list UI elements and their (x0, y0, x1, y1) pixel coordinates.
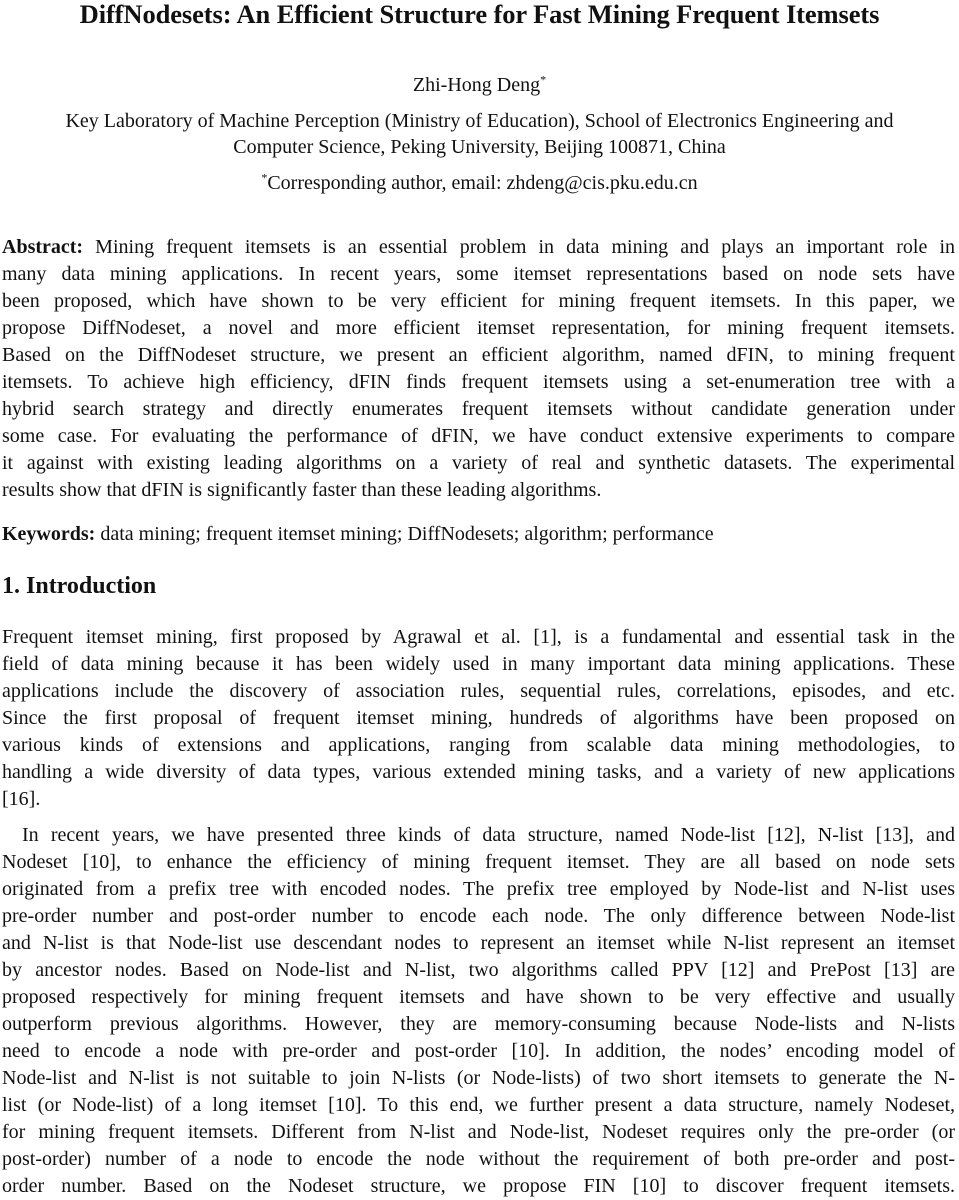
paragraph-line: by ancestor nodes. Based on Node-list and N-list, two algorithms called PPV [12] and PrePost [13] are (2, 959, 955, 981)
abstract-line: hybrid search strategy and directly enumerates frequent itemsets without candidate generation under (2, 398, 955, 420)
abstract (2, 234, 955, 504)
paragraph-line: order number. Based on the Nodeset structure, we propose FIN [10] to discover frequent itemsets. (2, 1175, 955, 1197)
corresponding-author-text: Corresponding author, email: zhdeng@cis.pku.edu.cn (267, 172, 698, 194)
intro-paragraph-1 (2, 624, 955, 813)
abstract-line: it against with existing leading algorithms on a variety of real and synthetic datasets. The experimental (2, 452, 955, 474)
paragraph-line: field of data mining because it has been widely used in many important data mining applications. These (2, 653, 955, 675)
abstract-line: Based on the DiffNodeset structure, we present an efficient algorithm, named dFIN, to mining frequent (2, 344, 955, 366)
paragraph-line: Nodeset [10], to enhance the efficiency of mining frequent itemset. They are all based on node sets (2, 851, 955, 873)
section-heading-introduction: 1. Introduction (2, 573, 157, 599)
paragraph-line: Node-list and N-list is not suitable to join N-lists (or Node-lists) of two short itemsets to generate the N- (2, 1067, 955, 1089)
paragraph-line: In recent years, we have presented three kinds of data structure, named Node-list [12], N-list [13], and (22, 824, 955, 846)
paragraph-line: Since the first proposal of frequent itemset mining, hundreds of algorithms have been proposed on (2, 707, 955, 729)
intro-paragraph-2 (2, 822, 955, 1200)
paragraph-line: post-order) number of a node to encode the node without the requirement of both pre-order and post- (2, 1148, 955, 1170)
paragraph-line: for mining frequent itemsets. Different from N-list and Node-list, Nodeset requires only the pre-order (or (2, 1121, 955, 1143)
affiliation-line-1: Key Laboratory of Machine Perception (Ministry of Education), School of Electronics Engineering and (65, 110, 894, 132)
abstract-line: many data mining applications. In recent years, some itemset representations based on node sets have (2, 263, 955, 285)
keywords (2, 521, 955, 548)
paragraph-line: [16]. (2, 788, 41, 810)
abstract-line: propose DiffNodeset, a novel and more efficient itemset representation, for mining frequent itemsets. (2, 317, 955, 339)
abstract-line: results show that dFIN is significantly faster than these leading algorithms. (2, 479, 602, 501)
affiliation-line-2: Computer Science, Peking University, Beijing 100871, China (233, 136, 726, 158)
abstract-line: been proposed, which have shown to be very efficient for mining frequent itemsets. In this paper, we (2, 290, 955, 312)
paragraph-line: proposed respectively for mining frequent itemsets and have shown to be very effective and usually (2, 986, 955, 1008)
paragraph-line: need to encode a node with pre-order and post-order [10]. In addition, the nodes’ encoding model of (2, 1040, 955, 1062)
author-name: Zhi-Hong Deng (412, 74, 541, 96)
author-line (0, 72, 959, 99)
paper-title: DiffNodesets: An Efficient Structure for Fast Mining Frequent Itemsets (79, 0, 880, 29)
author-footnote-mark: * (540, 72, 547, 87)
paragraph-line: handling a wide diversity of data types, various extended mining tasks, and a variety of new applications (2, 761, 955, 783)
paragraph-line: and N-list is that Node-list use descendant nodes to represent an itemset while N-list represent an itemset (2, 932, 955, 954)
keywords-text: data mining; frequent itemset mining; DiffNodesets; algorithm; performance (95, 523, 714, 545)
paragraph-line: various kinds of extensions and applications, ranging from scalable data mining methodologies, to (2, 734, 955, 756)
paragraph-line: list (or Node-list) of a long itemset [10]. To this end, we further present a data structure, namely Nodeset, (2, 1094, 955, 1116)
keywords-label: Keywords: (2, 523, 96, 545)
corresponding-author (0, 170, 959, 197)
paragraph-line: originated from a prefix tree with encoded nodes. The prefix tree employed by Node-list and N-list uses (2, 878, 955, 900)
abstract-label: Abstract: (2, 236, 84, 258)
abstract-line: itemsets. To achieve high efficiency, dFIN finds frequent itemsets using a set-enumeration tree with a (2, 371, 955, 393)
paragraph-line: outperform previous algorithms. However, they are memory-consuming because Node-lists and N-lists (2, 1013, 955, 1035)
abstract-line: some case. For evaluating the performance of dFIN, we have conduct extensive experiments to compare (2, 425, 955, 447)
paragraph-line: applications include the discovery of association rules, sequential rules, correlations, episodes, and etc. (2, 680, 955, 702)
paragraph-line: pre-order number and post-order number to encode each node. The only difference between Node-list (2, 905, 955, 927)
corresponding-footnote-mark: * (261, 170, 268, 185)
paragraph-line: Frequent itemset mining, first proposed by Agrawal et al. [1], is a fundamental and essential task in the (2, 626, 955, 648)
abstract-line: Abstract: Mining frequent itemsets is an essential problem in data mining and plays an important role in (2, 236, 955, 258)
